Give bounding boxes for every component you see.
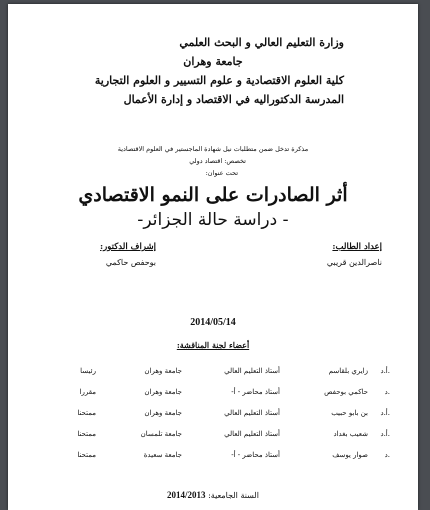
jury-rank: أستاذ محاضر - أ-	[231, 450, 280, 459]
table-row	[30, 381, 390, 402]
jury-title: أ.د.	[380, 408, 390, 417]
doctoral-school-name: المدرسة الدكتوراليه في الاقتصاد و إدارة الأعمال	[123, 93, 344, 106]
academic-year-label: السنة الجامعية:	[208, 491, 259, 500]
jury-university: جامعة وهران	[144, 366, 182, 375]
table-row	[30, 423, 390, 444]
table-row	[30, 360, 390, 381]
faculty-name: كلية العلوم الاقتصادية و علوم التسيير و العلوم التجارية	[94, 74, 344, 87]
jury-name: بن بابو حبيب	[331, 408, 368, 417]
thesis-subtitle: - دراسة حالة الجزائر-	[137, 210, 289, 230]
jury-name: شعيب بغداد	[333, 429, 368, 438]
jury-title: أ.د.	[380, 429, 390, 438]
document-page	[8, 4, 418, 510]
jury-table	[30, 360, 390, 465]
supervisor-name: بوحفص حاكمي	[105, 258, 156, 267]
thesis-title: أثر الصادرات على النمو الاقتصادي	[78, 184, 348, 206]
memo-purpose: مذكرة تدخل ضمن متطلبات نيل شهادة الماجستير في العلوم الاقتصادية	[117, 145, 309, 153]
jury-name: صوار يوسف	[332, 450, 368, 459]
defense-date: 2014/05/14	[190, 317, 236, 328]
jury-university: جامعة سعيدة	[143, 450, 182, 459]
student-name: ناصرالدين قريبي	[326, 258, 382, 267]
jury-role: ممتحنا	[77, 450, 96, 459]
jury-university: جامعة تلمسان	[140, 429, 182, 438]
jury-role: مقررا	[79, 387, 96, 396]
jury-rank: أستاذ التعليم العالي	[224, 429, 280, 438]
jury-title: د.	[384, 450, 390, 459]
jury-university: جامعة وهران	[144, 387, 182, 396]
jury-label: أعضاء لجنة المناقشة:	[176, 340, 250, 350]
supervisor-label: إشراف الدكتور:	[100, 242, 156, 252]
jury-rank: أستاذ التعليم العالي	[224, 366, 280, 375]
table-row	[30, 444, 390, 465]
jury-role: رئيسا	[80, 366, 96, 375]
academic-year	[8, 490, 418, 500]
jury-name: حاكمي بوحفص	[324, 387, 368, 396]
jury-rank: أستاذ التعليم العالي	[224, 408, 280, 417]
jury-role: ممتحنا	[77, 408, 96, 417]
jury-rank: أستاذ محاضر - أ-	[231, 387, 280, 396]
jury-title: أ.د.	[380, 366, 390, 375]
student-label: إعداد الطالب:	[332, 242, 382, 252]
jury-university: جامعة وهران	[144, 408, 182, 417]
ministry-name: وزارة التعليم العالي و البحث العلمي	[179, 36, 344, 49]
academic-year-value: 2014/2013	[167, 490, 206, 500]
memo-specialty: تخصص: اقتصاد دولي	[189, 157, 246, 165]
table-row	[30, 402, 390, 423]
jury-name: زايري بلقاسم	[328, 366, 368, 375]
memo-under-title: تحت عنوان:	[205, 169, 238, 177]
university-name: جامعة وهران	[183, 55, 243, 68]
jury-role: ممتحنا	[77, 429, 96, 438]
jury-title: د.	[384, 387, 390, 396]
